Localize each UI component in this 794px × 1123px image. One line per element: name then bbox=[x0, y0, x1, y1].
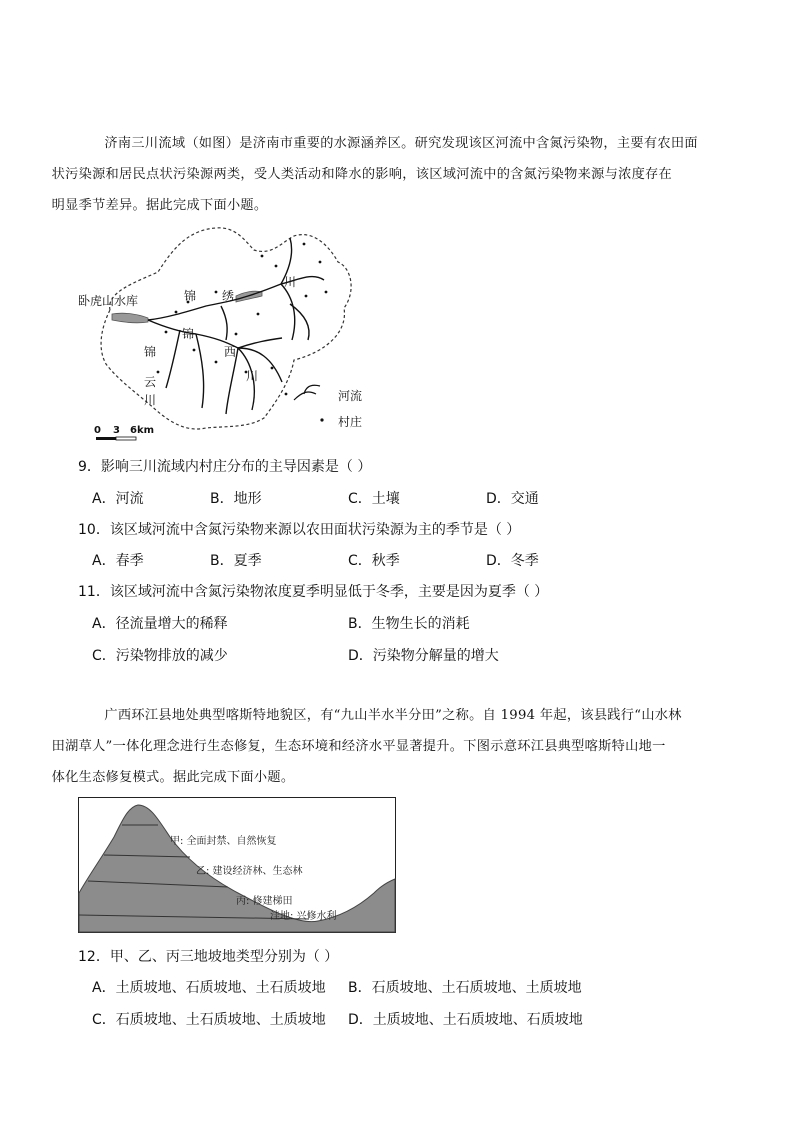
reservoir-shape bbox=[112, 313, 148, 323]
label-chuan-3: 川 bbox=[246, 369, 259, 383]
q9-option-a[interactable]: A．河流 bbox=[92, 491, 144, 507]
label-jin-1: 锦 bbox=[184, 289, 197, 303]
q11-option-d[interactable]: D．污染物分解量的增大 bbox=[348, 648, 499, 664]
sanchuan-basin-map bbox=[76, 222, 376, 442]
label-reservoir: 卧虎山水库 bbox=[78, 294, 139, 308]
q11-option-b[interactable]: B．生物生长的消耗 bbox=[348, 616, 470, 632]
label-wadi: 洼地: 兴修水利 bbox=[270, 911, 337, 922]
karst-restoration-diagram bbox=[78, 797, 396, 933]
map-legend bbox=[294, 385, 362, 429]
q9-option-b[interactable]: B．地形 bbox=[210, 491, 262, 507]
question-10-stem: 10．该区域河流中含氮污染物来源以农田面状污染源为主的季节是（ ） bbox=[78, 522, 521, 538]
passage-2 bbox=[51, 700, 718, 793]
label-chuan-1: 川 bbox=[284, 275, 297, 289]
scale-3: 3 bbox=[113, 425, 120, 436]
q9-option-c[interactable]: C．土壤 bbox=[348, 491, 400, 507]
label-xiu: 绣 bbox=[222, 289, 235, 303]
scale-6: 6km bbox=[130, 425, 155, 436]
question-11-stem: 11．该区域河流中含氮污染物浓度夏季明显低于冬季，主要是因为夏季（ ） bbox=[78, 584, 549, 600]
passage-2-line-1: 广西环江县地处典型喀斯特地貌区，有“九山半水半分田”之称。自 1994 年起，该县践行“山水林 bbox=[104, 708, 682, 723]
passage-2-line-3: 体化生态修复模式。据此完成下面小题。 bbox=[51, 770, 295, 785]
q12-option-a[interactable]: A．土质坡地、石质坡地、土石质坡地 bbox=[92, 980, 326, 996]
rivers bbox=[148, 238, 324, 414]
question-9-stem: 9．影响三川流域内村庄分布的主导因素是（ ） bbox=[78, 459, 372, 475]
legend-village-icon bbox=[320, 418, 323, 421]
q9-option-d[interactable]: D．交通 bbox=[486, 491, 539, 507]
scale-bar bbox=[94, 425, 154, 440]
legend-river-icon bbox=[294, 385, 320, 400]
label-bing: 丙: 修建梯田 bbox=[236, 896, 293, 907]
label-xi: 西 bbox=[224, 345, 237, 359]
q12-option-c[interactable]: C．石质坡地、土石质坡地、土质坡地 bbox=[92, 1012, 326, 1028]
legend-village-label: 村庄 bbox=[338, 415, 363, 429]
q12-option-d[interactable]: D．土质坡地、土石质坡地、石质坡地 bbox=[348, 1012, 583, 1028]
label-chuan-2: 川 bbox=[144, 393, 157, 407]
label-yun: 云 bbox=[144, 375, 157, 389]
label-jia: 甲: 全面封禁、自然恢复 bbox=[170, 836, 277, 847]
label-yi: 乙: 建设经济林、生态林 bbox=[196, 866, 303, 877]
q10-option-d[interactable]: D．冬季 bbox=[486, 553, 539, 569]
scale-0: 0 bbox=[94, 425, 101, 436]
villages bbox=[157, 243, 328, 396]
question-12-stem: 12．甲、乙、丙三地坡地类型分别为（ ） bbox=[78, 949, 339, 965]
passage-1-line-1: 济南三川流域（如图）是济南市重要的水源涵养区。研究发现该区河流中含氮污染物，主要有农田面 bbox=[104, 136, 698, 151]
passage-1-line-3: 明显季节差异。据此完成下面小题。 bbox=[51, 198, 268, 213]
q10-option-b[interactable]: B．夏季 bbox=[210, 553, 262, 569]
q10-option-a[interactable]: A．春季 bbox=[92, 553, 144, 569]
passage-2-line-2: 田湖草人”一体化理念进行生态修复，生态环境和经济水平显著提升。下图示意环江县典型喀斯特山地一 bbox=[51, 739, 666, 754]
passage-1 bbox=[51, 128, 718, 221]
q12-option-b[interactable]: B．石质坡地、土石质坡地、土质坡地 bbox=[348, 980, 582, 996]
q11-option-c[interactable]: C．污染物排放的减少 bbox=[92, 648, 228, 664]
q11-option-a[interactable]: A．径流量增大的稀释 bbox=[92, 616, 228, 632]
q10-option-c[interactable]: C．秋季 bbox=[348, 553, 400, 569]
label-jin-3: 锦 bbox=[144, 345, 157, 359]
legend-river-label: 河流 bbox=[338, 389, 363, 403]
basin-boundary bbox=[101, 228, 351, 429]
passage-1-line-2: 状污染源和居民点状污染源两类，受人类活动和降水的影响，该区域河流中的含氮污染物来源与浓度存在 bbox=[51, 167, 673, 182]
label-jin-2: 锦 bbox=[182, 327, 195, 341]
